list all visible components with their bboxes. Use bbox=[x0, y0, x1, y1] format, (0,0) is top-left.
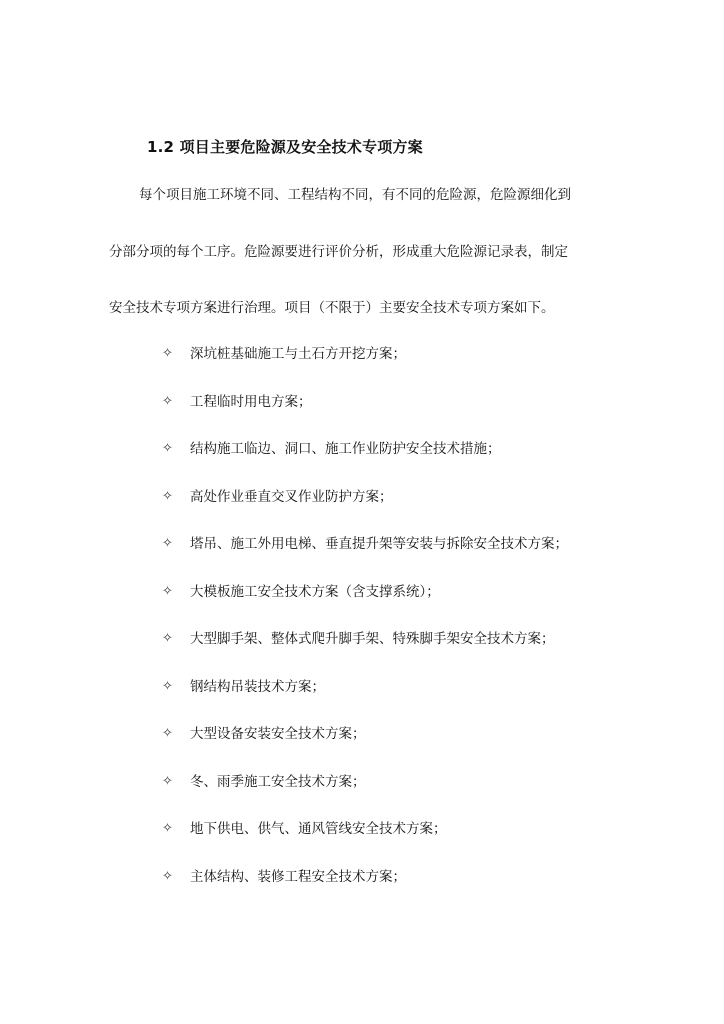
list-item-text: 高处作业垂直交叉作业防护方案； bbox=[190, 488, 393, 505]
safety-plan-list bbox=[162, 345, 568, 915]
section-heading: 1.2 项目主要危险源及安全技术专项方案 bbox=[147, 138, 423, 156]
list-item bbox=[162, 345, 568, 393]
list-item bbox=[162, 868, 568, 916]
diamond-bullet-icon: ✧ bbox=[162, 773, 173, 789]
list-item bbox=[162, 583, 568, 631]
list-item-text: 钢结构吊装技术方案； bbox=[190, 678, 325, 695]
list-item-text: 结构施工临边、洞口、施工作业防护安全技术措施； bbox=[190, 441, 501, 457]
list-item-text: 深坑桩基础施工与土石方开挖方案； bbox=[190, 346, 406, 362]
list-item-text: 主体结构、装修工程安全技术方案； bbox=[190, 868, 406, 885]
list-item-text: 冬、雨季施工安全技术方案； bbox=[190, 773, 366, 790]
list-item bbox=[162, 630, 568, 678]
list-item bbox=[162, 820, 568, 868]
diamond-bullet-icon: ✧ bbox=[162, 393, 173, 409]
list-item-text: 大模板施工安全技术方案（含支撑系统）； bbox=[190, 583, 440, 600]
paragraph-line-1: 每个项目施工环境不同、工程结构不同，有不同的危险源，危险源细化到 bbox=[139, 187, 571, 203]
diamond-bullet-icon: ✧ bbox=[162, 868, 173, 884]
diamond-bullet-icon: ✧ bbox=[162, 678, 173, 694]
list-item-text: 地下供电、供气、通风管线安全技术方案； bbox=[190, 821, 447, 837]
list-item bbox=[162, 773, 568, 821]
list-item bbox=[162, 488, 568, 536]
list-item bbox=[162, 678, 568, 726]
diamond-bullet-icon: ✧ bbox=[162, 631, 173, 646]
list-item-text: 大型脚手架、整体式爬升脚手架、特殊脚手架安全技术方案； bbox=[190, 631, 555, 647]
diamond-bullet-icon: ✧ bbox=[162, 441, 173, 456]
list-item-text: 工程临时用电方案； bbox=[190, 393, 312, 410]
list-item bbox=[162, 535, 568, 583]
diamond-bullet-icon: ✧ bbox=[162, 726, 173, 741]
diamond-bullet-icon: ✧ bbox=[162, 821, 173, 836]
list-item bbox=[162, 440, 568, 488]
diamond-bullet-icon: ✧ bbox=[162, 536, 173, 551]
diamond-bullet-icon: ✧ bbox=[162, 583, 173, 599]
list-item bbox=[162, 393, 568, 441]
diamond-bullet-icon: ✧ bbox=[162, 488, 173, 504]
list-item-text: 塔吊、施工外用电梯、垂直提升架等安装与拆除安全技术方案； bbox=[190, 536, 568, 552]
paragraph-line-3: 安全技术专项方案进行治理。项目（不限于）主要安全技术专项方案如下。 bbox=[109, 300, 555, 316]
paragraph-line-2: 分部分项的每个工序。危险源要进行评价分析，形成重大危险源记录表，制定 bbox=[109, 244, 568, 260]
list-item-text: 大型设备安装安全技术方案； bbox=[190, 726, 366, 742]
diamond-bullet-icon: ✧ bbox=[162, 346, 173, 361]
list-item bbox=[162, 725, 568, 773]
